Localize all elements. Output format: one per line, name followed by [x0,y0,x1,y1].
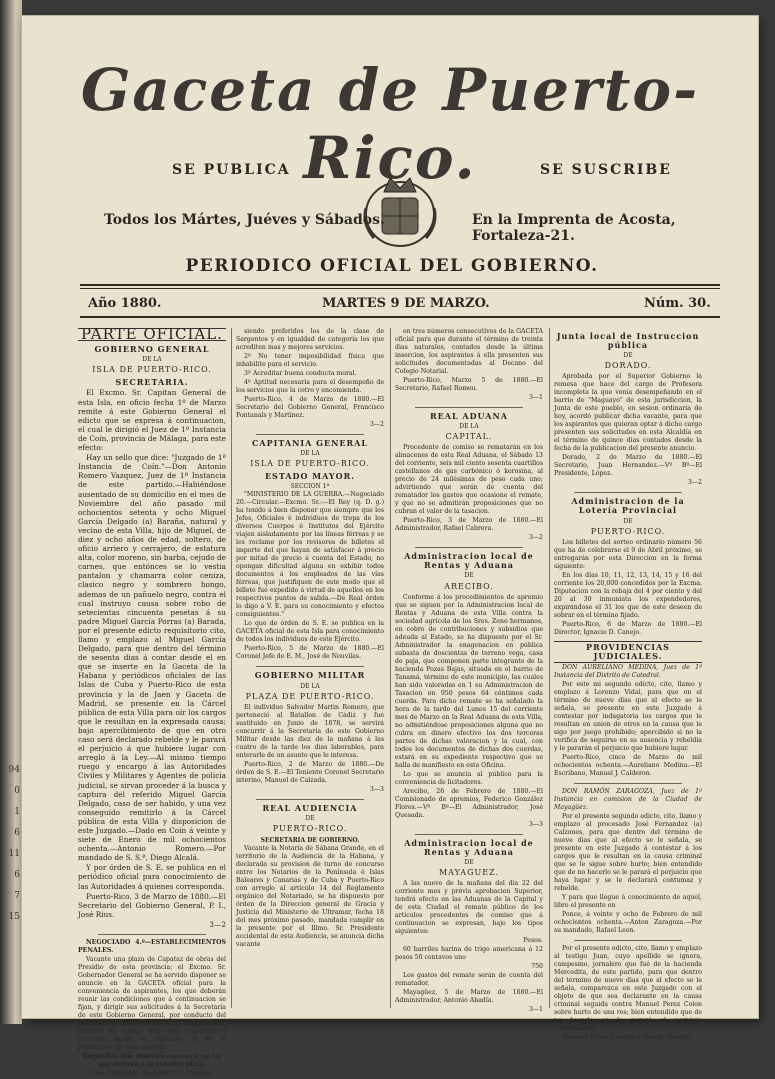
book-spine [0,0,22,1024]
section-heading: Administracion de la Lotería Provincial [571,496,685,516]
section-heading: REAL ADUANA [430,411,508,421]
column-3 [395,328,543,1015]
judge-note: DON RAMÓN ZARAGOZA, Juez de 1ª Instancia en comision de la Ciudad de Mayagüez. [554,787,702,811]
printer-text: En la Imprenta de Acosta, Fortaleza-21. [472,212,676,244]
coat-of-arms-seal-icon [358,162,442,252]
spine-mark: 15 [8,912,20,922]
section-connector: DE [464,572,474,580]
paragraph: Dorado, 2 de Marzo de 1880.—El Secretario, Juan Hernandez.—Vº Bº—El Presidente, López. [554,454,702,478]
paragraph: Los gastos del remate serán de cuenta del rematador. [395,972,543,988]
section-connector: DE LA [300,450,320,458]
section-connector: DE [464,858,474,866]
spine-mark: 6 [14,870,20,880]
paragraph: Por el presente edicto, cito, llamo y emplazo al testigo Juan, cuyo apellido se ignora, campesino, jornalero que fué de la hacienda Mercedita, de este partido, para que dentro del término de nueve dias que al efecto se le señala, comparezca en este Juzgado con el objeto de que sea declarante en la causa criminal seguida contra Manuel Perez Colon sobre hurto de una res; bien entendido que de no hacerlo se le parará el perjuicio consiguiente. [554,944,702,1032]
divider [98,934,206,935]
paragraph: Puerto-Rico, 3 de Marzo de 1880.—El Administrador, Rafael Cabrera. [395,517,543,533]
paragraph: Puerto-Rico, 2 de Marzo de 1880.—De órden de S. E.—El Teniente Coronel Secretario interino, Manuel de Calzada. [236,760,384,784]
reference-number: 3—3 [528,820,543,828]
paragraph: 1º Ser licenciado del Ejército ó Armada, [86,1070,213,1077]
column-rule [549,328,550,1008]
paragraph: Por este mi segundo edicto, cito, llamo y emplazo á Lorenzo Vidal, para que en el término de nueve dias que al efecto se le señala, se presente en este Juzgado á contestar por indagatoria los cargos que le resultan en union de otros en la causa que le sigo por juego prohibido; apercibido si no la verifica de seguirse en su ausencia y rebeldía y le pararán el perjuicio que hubiere lugar. [554,680,702,752]
paragraph: en tres números consecutivos de la GACETA oficial para que durante el término de treinta dias naturales, contados desde la última insercion, los aspirantes á ella presenten sus solicitudes documentadas al Decano del Colegio Notarial. [395,328,543,375]
reference-number: 3—2 [209,919,226,929]
paragraph: 2º No tener imposibilidad física que inhabilite para el servicio. [236,353,384,368]
column-rule [390,328,391,1008]
section-heading: ESTADO MAYOR. [264,471,356,482]
paragraph: Lo que se anuncia al público para la conveniencia de licitadores. [395,770,543,786]
providencias-heading: PROVIDENCIAS JUDICIALES. [554,641,702,663]
spine-mark: 7 [14,891,20,901]
paragraph: Aprobada por el Superior Gobierno la remesa que hace del cargo de Profesora incompleta la que venia desempeñando en el barrio de "Maguayo" de esta jurisdiccion, la Junta de este pueblo, en sesion ordinaria de hoy, acordó publicar dicha vacante, para que los aspirantes que quieran optar á dicho cargo presenten sus solicitudes en esta Alcaldía en el término de quince dias contados desde la fecha de la publicacion del presente anuncio. [554,373,702,453]
section-subheading: SECRETARIA DE GOBIERNO. [260,837,360,845]
pesos-label: Pesos. [523,937,543,945]
column-2 [236,328,384,950]
paragraph: Por el presente segundo edicto, cito, llamo y emplazo al procesado José Fernandez (a) Calzones, para que dentro del término de nueve dias que al efecto se le señala, se presente en este Juzgado á contestar á los cargos que le resultan en la causa criminal que se le sigue sobre hurto; bien entendido que de no hacerlo se le parará el perjuicio que haya lugar y se le declarará contumaz y rebelde. [554,812,702,892]
dateline-number: Núm. 30. [644,296,711,311]
paragraph: Ponce, á veinte y ocho de Febrero de mil ochocientos ochenta.—Anton Zaragoza.—Por su mandado, Rafael Leon. [554,910,702,934]
paragraph: Arecibo, 26 de Febrero de 1880.—El Comisionado de apremios, Federico González Flores.—Vº Bº—El Administrador, José Quesada. [395,787,543,819]
spine-mark: 94 [8,765,20,775]
suscribe-label: SE SUSCRIBE [540,162,672,178]
dateline-year: Año 1880. [88,296,162,311]
divider [256,434,364,435]
paragraph: Procedente de comiso se rematarán en los almacenes de esta Real Aduana, el Sábado 13 del corriente, seis mil ciento sesenta cuartillos castellanos de gas carbónico ó kerosina, al precio de 24 milésimas de peso cada uno; advirtiendo que serán de cuenta del rematador los gastos que ocasione el remate, y que no se admitirán proposiciones que no cubran el valor de la tasacion. [395,444,543,516]
section-heading: SECRETARIA. [115,377,189,388]
paragraph: El individuo Salvador Martin Romero, que perteneció al Batallon de Cádiz y fué sustituido en Junio de 1878, se servirá concurrir á la Secretaría de este Gobierno Militar desde las diez de la mañana á las cuatro de la tarde los dias laborables, para enterarle de un asunto que le interesa. [236,703,384,759]
section-heading: Administracion local de Rentas y Aduana [404,551,534,571]
divider [415,834,523,835]
section-connector: DE LA [300,682,320,690]
section-place: PUERTO-RICO. [590,526,666,536]
column-rule [231,328,232,1008]
masthead-title: Gaceta de Puerto-Rico. [80,56,700,192]
paragraph: Lo que de órden de S. E. se publica en la GACETA oficial de esta Isla para conocimiento de todos los individuos de este Ejército. [236,620,384,644]
section-place: ARECIBO. [444,581,494,591]
reference-number: 3—3 [369,785,384,793]
paragraph: 3º Acreditar buena conducta moral. [244,370,357,377]
newspaper-page [22,16,758,1077]
section-heading: Administracion local de Rentas y Aduana [404,837,534,857]
section-place: ISLA DE PUERTO-RICO. [92,365,212,375]
subsection-heading: NEGOCIADO 4.º—ESTABLECIMIENTOS PENALES. [78,939,226,954]
paragraph: 60 barriles harina de trigo americana á 12 pesos 50 centavos uno [395,946,543,962]
paragraph: Dado en Ponce á veinte y tres de Febrero [562,1033,692,1041]
section-place: PUERTO-RICO. [272,823,348,833]
top-rule-thin [80,288,720,289]
spine-mark: 1 [14,807,20,817]
paragraph: Puerto-Rico, cinco de Marzo de mil ochocientos ochenta.—Aureliano Medina.—El Escribano, Manuel J. Calderon. [554,753,702,777]
requirements-heading: Requisitos que deberán concurrir en los que aspiren á la anterior plaza. [82,1053,222,1068]
spine-mark: 11 [8,849,20,859]
paragraph: Vacante una plaza de Capataz de obras del Presidio de esta provincia; el Excmo. Sr. Gobernador General se ha servido disponer se anuncie en la GACETA oficial para la conveniencia de aspirantes, los que deberán reunir las condiciones que á continuacion se fijan, y dirigir sus solicitudes á la Secretaría de este Gobierno General, por conducto del Comandante del Presidio, en el improrogable término de quince dias, que empezará á contarse desde el siguiente al de la publicacion de este anuncio. [78,956,226,1051]
paragraph: El Excmo. Sr. Capitan General de esta Isla, en oficio fecha 1º de Marzo remite á este Gobierno General el edicto que se expresa á continuacion, el cual le dirigió el Juez de 1ª Instancia de Coín, provincia de Málaga, para este efecto: [78,388,226,453]
divider [574,940,682,941]
top-rule [80,284,720,286]
section-place: DORADO. [604,361,652,371]
spine-mark: 6 [14,828,20,838]
divider [415,547,523,548]
section-heading: GOBIERNO GENERAL [94,344,210,355]
dateline-date: MARTES 9 DE MARZO. [322,296,490,311]
paragraph: "MINISTERIO DE LA GUERRA.—Negociado 20.—Circular.—Excmo. Sr.:—El Rey (q. D. g.) ha tenido á bien disponer que siempre que los Jefes, Oficiales é individuos de tropa de los diversos Cuerpos é Institutos del Ejército viajen aisladamente por las líneas férreas y se les reclame por los revisores de billetes el importe del que hayan de satisfacer á precio por mitad de precio á cuenta del Estado, no opongan dificultad alguna en exhibir todos documentos á los empleados de las vías férreas, que justifiquen de este modo que el billete fué expedido á virtud de aquellos en los respectivos puntos de salida.—De Real órden lo digo á V. E. para su conocimiento y efectos consiguientes." [236,491,384,619]
dateline-rule [80,316,720,318]
section-heading: Junta local de Instruccion pública [556,331,700,351]
paragraph: Hay un sello que dice: "Juzgado de 1ª Instancia de Coín."—Don Antonio Romero Vazquez, Juez de 1ª Instancia de este partido.—Habiéndose ausentado de su domicilio en el mes de Noviembre del año pasado mil ochocientos setenta y ocho Miguel García Delgado (a) Baraña, natural y vecino de esta Villa, hijo de Miguel, de diez y ocho años de edad, soltero, de oficio arriero y cerrajero, de estatura alta, color moreno, sin barba, cejudo de carnes, que entónces se lo vestia pantalon y chamarra color ceniza, clasico negro y sombrero hongo, ademas de un pañuelo negro, contra el cual instruyo causa sobre robo de setecientas cincuenta pesetas á su padre Miguel García Porras (a) Barada, por el presente edicto requisitorio cito, llamo y emplazo al Miguel García Delgado, para que dentro del término de sesenta dias á contar desde el en que se inserte en la Gaceta de la Habana y periódicos oficiales de las Islas de Cuba y Puerto-Rico de esta provincia y la de Jaen y Gaceta de Madrid, se presente en la Cárcel pública de esta Villa para oír los cargos que le resultan en la expresada causa; bajo apercibimiento de que en otro caso será declarado rebelde y le parará el perjuicio á que hubiere lugar con arreglo á la Ley.—Al mismo tiempo ruego y encargo á las Autoridades Civiles y Militares y Agentes de policía judicial, se sirvan proceder á la busca y captura del referido Miguel García Delgado, caso de ser habido, y una vez conseguido remitirlo á la Cárcel pública de esta Villa y disposicion de este Juzgado.—Dado en Coín á veinte y siete de Enero de mil ochocientos ochenta.—Antonio Romero.—Por mandado de S. S.ª, Diego Alcalá. [78,453,226,863]
section-place: PLAZA DE PUERTO-RICO. [245,691,375,701]
section-connector: DE [305,814,315,822]
publica-label: SE PUBLICA [172,162,291,178]
newspaper-subtitle: PERIODICO OFICIAL DEL GOBIERNO. [185,256,599,276]
reference-number: 3—2 [369,421,384,428]
paragraph: A las nueve de la mañana del dia 22 del corriente mes y prévia aprobacion Superior, tendrá efecto en las Aduanas de la Capital y de esta Ciudad el remate público de los artículos procedentes de comiso que á continuacion se expresan, bajo los tipos siguientes: [395,880,543,936]
divider [256,666,364,667]
section-number: SECCION 1ª [290,483,330,491]
reference-number: 3—2 [528,534,543,542]
paragraph: Puerto-Rico, 4 de Marzo de 1880.—El Secretario del Gobierno General, Francisco Fontanals y Martinez. [236,396,384,419]
paragraph: Puerto-Rico, 6 de Marzo de 1880.—El Director, Ignacio D. Canejo. [554,620,702,636]
spine-mark: 0 [14,786,20,796]
schedule-text: Todos los Mártes, Juéves y Sábados. [104,212,385,228]
section-connector: DE LA [459,423,479,431]
divider [415,407,523,408]
divider [574,783,682,784]
section-place: ISLA DE PUERTO-RICO. [250,459,370,469]
paragraph: En los dias 10, 11, 12, 13, 14, 15 y 16 del corriente los 20,000 concedidos por la Excma. Diputacion con la rebaja del 4 por ciento y del 20 al 30 inmuniata los expendedores, expirándose el 31 los que de este deseen de sobrar en el término fijado. [554,571,702,619]
paragraph: Mayagüez, 5 de Marzo de 1880.—El Administrador, Antonio Abadía. [395,989,543,1005]
paragraph: Y por órden de S. E. se publica en el periódico oficial para conocimiento de las Autoridades á quienes corresponda. [78,863,226,891]
paragraph: 4º Aptitud necesaria para el desempeño de los servicios que la cetro y encomienda. [236,379,384,394]
section-place: CAPITAL. [445,432,493,442]
section-heading: GOBIERNO MILITAR [254,670,366,681]
section-connector: DE LA [142,356,162,364]
paragraph: Y para que llegue á conocimiento de aquel, libro el presente en [554,893,702,909]
spine-margin-marks [0,760,22,928]
paragraph: Puerto-Rico, 5 de Marzo de 1880.—El Coronel Jefe de E. M., José de Nouvilas. [236,645,384,661]
section-heading: CAPITANIA GENERAL [252,438,368,448]
reference-number: 3—1 [528,394,543,401]
paragraph: Conforme á los procedimientos de apremio que se siguen por la Administracion local de Rentas y Aduana de esta Villa contra la sociedad agrícola de los Sres. Zeno hermanos, en cobro de contribuciones y subsidios que adeuda al Estado, se ha dispuesto por el Sr. Administrador la enagenacion en pública subasta de doscientas de terreno vega, casa de paja, que componen parte integrante de la hacienda Pozas Bajas, situada en el barrio de Tanamá, término de este municipio, las cuales han sido valoradas en 1 su Administracion de Tasacion en 950 pesos 64 céntimos cada cuerda. Para dicho remate se ha señalado la hora de la tarde del Lunes 15 del corriente mes de Marzo en la Real Aduana de esta Villa, no admitiéndose proposiciones alguna que no cubra en dinero efectivo los dos terceras partes de dichas valoracion y la cual, con todos los documentos de dichas dos cuerdas, estará en su expediente respectivo que se halla de manifiesto en esta Oficina. [395,593,543,769]
reference-number: 3—1 [528,1006,543,1014]
paragraph: Puerto-Rico, Marzo 5 de 1880.—El Secretario, Rafael Romeu. [395,377,543,392]
divider [574,492,682,493]
paragraph: Vacante la Notaría de Sábana Grande, en el territorio de la Audiencia de la Habana, y declarada su provision de turno de concurso entre los Notarios de la Península é Islas Baleares y Canarias y de Cuba y Puerto-Rico con arreglo al artículo 14 del Reglamento orgánico del Notariado, se ha dispuesto por órden de la Direccion general de Gracia y Justicia del Ministerio de Ultramar, fecha 18 del mes próximo pasado, mandada cumplir en la presente por el Illmo. Sr. Presidente accidental de esta Audiencia, se anuncia dicha vacante [236,845,384,949]
paragraph: Puerto-Rico, 3 de Marzo de 1880.—El Secretario del Gobierno General, P. I., José Rius. [78,891,226,919]
price-value: 750 [531,963,543,971]
section-heading: REAL AUDIENCIA [262,802,358,813]
section-connector: DE [623,517,633,525]
parte-oficial-heading: PARTE OFICIAL. [78,328,226,341]
reference-number: 3—2 [687,479,702,487]
paragraph: Los billetes del sorteo ordinario número 56 que ha de celebrarse el 9 de Abril próximo, se entregarán por esta Direccion en la forma siguiente: [554,538,702,570]
judge-note: DON AURELIANO MEDINA, Juez de 1ª Instancia del Distrito de Catedral. [554,663,702,679]
section-place: MAYAGUEZ. [438,867,499,877]
column-4 [554,328,702,1043]
divider [256,799,364,800]
section-connector: DE [623,352,633,360]
paragraph: siendo preferidos los de la clase de Sargentos y en igualdad de categoría los que acrediten mas y mejores servicios. [236,328,384,351]
column-1 [78,325,226,1079]
